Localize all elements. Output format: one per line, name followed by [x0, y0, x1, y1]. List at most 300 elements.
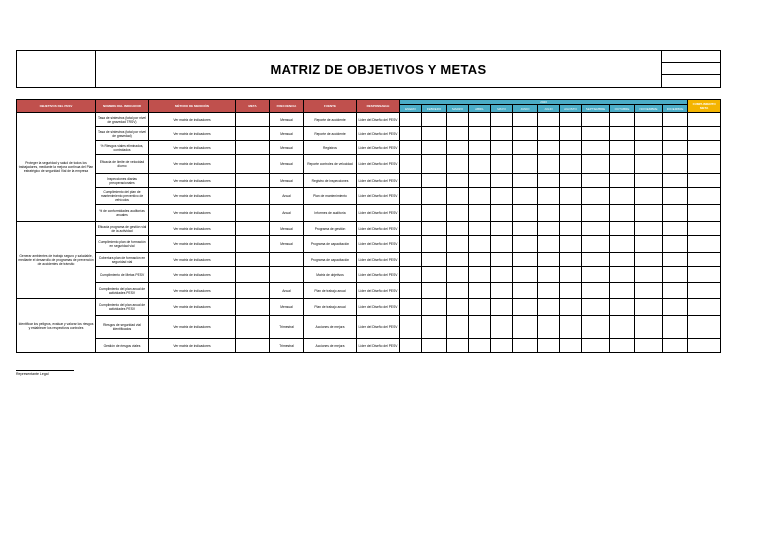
month-cell[interactable]	[422, 222, 447, 236]
cell-metodo: Ver matriz de indicadores	[149, 222, 236, 236]
cell-indicador: Tasa de siniestros (total por nivel de gravedad TRSV)	[96, 113, 149, 127]
month-cell[interactable]	[635, 222, 663, 236]
month-cell[interactable]	[400, 222, 422, 236]
month-cell[interactable]	[513, 253, 538, 267]
cell-indicador: Eficacia de límite de velocidad diurno	[96, 155, 149, 174]
month-cell[interactable]	[538, 188, 560, 205]
month-cell[interactable]	[422, 113, 447, 127]
cell-fuente: Programa de gestión	[304, 222, 357, 236]
month-cell[interactable]	[447, 155, 469, 174]
month-cell[interactable]	[610, 174, 635, 188]
month-cell[interactable]	[469, 205, 491, 222]
month-cell[interactable]	[663, 127, 688, 141]
cell-responsable: Líder del Diseño del PESV	[357, 236, 400, 253]
month-cell[interactable]	[635, 113, 663, 127]
month-cell[interactable]	[538, 236, 560, 253]
month-cell[interactable]	[560, 316, 582, 339]
month-cell[interactable]	[400, 174, 422, 188]
month-cell[interactable]	[400, 155, 422, 174]
month-cell[interactable]	[663, 155, 688, 174]
cell-responsable: Líder del Diseño del PESV	[357, 113, 400, 127]
table-row	[17, 222, 721, 236]
month-cell[interactable]	[538, 267, 560, 283]
month-cell[interactable]	[663, 113, 688, 127]
table-row	[17, 141, 721, 155]
cell-responsable: Líder del Diseño del PESV	[357, 283, 400, 299]
month-cell[interactable]	[663, 267, 688, 283]
table-row	[17, 205, 721, 222]
month-cell[interactable]	[491, 127, 513, 141]
month-cell[interactable]	[560, 113, 582, 127]
month-cell[interactable]	[513, 127, 538, 141]
cell-meta	[236, 188, 270, 205]
month-cell[interactable]	[610, 155, 635, 174]
month-cell[interactable]	[560, 174, 582, 188]
table-row	[17, 188, 721, 205]
cumplimiento-cell[interactable]	[688, 222, 721, 236]
cumplimiento-cell[interactable]	[688, 113, 721, 127]
cumplimiento-cell[interactable]	[688, 205, 721, 222]
month-cell[interactable]	[538, 155, 560, 174]
month-cell[interactable]	[635, 205, 663, 222]
objective-cell: Identificar los peligros, evaluar y valorar los riesgos y establecer los respectivos controles	[17, 299, 96, 353]
month-cell[interactable]	[560, 155, 582, 174]
month-header: NOVIEMBRE	[635, 105, 663, 113]
cell-indicador: Tasa de siniestros (total por nivel de gravedad)	[96, 127, 149, 141]
month-cell[interactable]	[560, 299, 582, 316]
cumplimiento-cell[interactable]	[688, 253, 721, 267]
month-cell[interactable]	[582, 236, 610, 253]
month-cell[interactable]	[635, 267, 663, 283]
month-cell[interactable]	[610, 253, 635, 267]
cell-metodo: Ver matriz de indicadores	[149, 299, 236, 316]
month-cell[interactable]	[447, 283, 469, 299]
cell-fuente: Acciones de mejora	[304, 316, 357, 339]
month-cell[interactable]	[491, 253, 513, 267]
month-cell[interactable]	[538, 253, 560, 267]
month-cell[interactable]	[469, 174, 491, 188]
month-cell[interactable]	[582, 155, 610, 174]
column-header-objetivo: OBJETIVOS DEL PESV	[17, 100, 96, 113]
cell-responsable: Líder del Diseño del PESV	[357, 316, 400, 339]
cumplimiento-cell[interactable]	[688, 174, 721, 188]
month-header: OCTUBRE	[610, 105, 635, 113]
month-cell[interactable]	[469, 222, 491, 236]
cell-responsable: Líder del Diseño del PESV	[357, 339, 400, 353]
month-cell[interactable]	[400, 113, 422, 127]
month-header: JULIO	[538, 105, 560, 113]
table-row	[17, 299, 721, 316]
month-cell[interactable]	[422, 339, 447, 353]
cumplimiento-cell[interactable]	[688, 267, 721, 283]
month-cell[interactable]	[491, 222, 513, 236]
cell-frecuencia: Mensual	[270, 222, 304, 236]
month-cell[interactable]	[469, 339, 491, 353]
month-cell[interactable]	[635, 141, 663, 155]
month-cell[interactable]	[582, 299, 610, 316]
month-cell[interactable]	[491, 155, 513, 174]
month-cell[interactable]	[400, 253, 422, 267]
month-cell[interactable]	[663, 174, 688, 188]
cell-meta	[236, 141, 270, 155]
month-cell[interactable]	[491, 339, 513, 353]
month-cell[interactable]	[538, 141, 560, 155]
cumplimiento-cell[interactable]	[688, 316, 721, 339]
month-cell[interactable]	[538, 316, 560, 339]
cell-meta	[236, 283, 270, 299]
month-cell[interactable]	[635, 299, 663, 316]
month-cell[interactable]	[513, 174, 538, 188]
cumplimiento-cell[interactable]	[688, 236, 721, 253]
cumplimiento-cell[interactable]	[688, 141, 721, 155]
month-cell[interactable]	[560, 222, 582, 236]
month-cell[interactable]	[422, 127, 447, 141]
month-cell[interactable]	[469, 113, 491, 127]
cell-indicador: Riesgos de seguridad vial identificados	[96, 316, 149, 339]
cell-frecuencia	[270, 267, 304, 283]
month-cell[interactable]	[635, 253, 663, 267]
month-cell[interactable]	[447, 222, 469, 236]
cell-metodo: Ver matriz de indicadores	[149, 283, 236, 299]
month-cell[interactable]	[513, 141, 538, 155]
month-header: ABRIL	[469, 105, 491, 113]
month-cell[interactable]	[635, 316, 663, 339]
cell-fuente: Programa de capacitación	[304, 236, 357, 253]
month-cell[interactable]	[560, 205, 582, 222]
month-cell[interactable]	[400, 127, 422, 141]
month-cell[interactable]	[513, 267, 538, 283]
month-cell[interactable]	[447, 113, 469, 127]
month-cell[interactable]	[582, 316, 610, 339]
column-header-responsable: RESPONSABLE	[357, 100, 400, 113]
month-cell[interactable]	[610, 113, 635, 127]
month-cell[interactable]	[422, 205, 447, 222]
month-cell[interactable]	[610, 127, 635, 141]
year-header: 2020	[400, 100, 688, 105]
month-cell[interactable]	[400, 316, 422, 339]
month-header: DICIEMBRE	[663, 105, 688, 113]
cell-indicador: Cumplimiento plan de formación en seguridad vial	[96, 236, 149, 253]
cell-responsable: Líder del Diseño del PESV	[357, 155, 400, 174]
month-cell[interactable]	[610, 316, 635, 339]
month-cell[interactable]	[491, 299, 513, 316]
month-cell[interactable]	[538, 339, 560, 353]
month-cell[interactable]	[582, 222, 610, 236]
month-cell[interactable]	[560, 188, 582, 205]
month-cell[interactable]	[422, 188, 447, 205]
cell-fuente: Matriz de objetivos	[304, 267, 357, 283]
cell-fuente: Registros	[304, 141, 357, 155]
month-cell[interactable]	[663, 222, 688, 236]
table-row	[17, 339, 721, 353]
table-row	[17, 113, 721, 127]
month-cell[interactable]	[469, 141, 491, 155]
column-header-cumplimiento: CUMPLIMIENTO META	[688, 100, 721, 113]
month-cell[interactable]	[663, 188, 688, 205]
month-cell[interactable]	[635, 236, 663, 253]
month-cell[interactable]	[491, 205, 513, 222]
cell-frecuencia: Anual	[270, 188, 304, 205]
month-cell[interactable]	[491, 113, 513, 127]
cell-fuente: Programa de capacitación	[304, 253, 357, 267]
month-cell[interactable]	[635, 127, 663, 141]
month-cell[interactable]	[610, 141, 635, 155]
month-cell[interactable]	[491, 316, 513, 339]
month-cell[interactable]	[582, 283, 610, 299]
cell-fuente: Reporte controles de velocidad	[304, 155, 357, 174]
month-cell[interactable]	[663, 253, 688, 267]
month-cell[interactable]	[513, 155, 538, 174]
month-header: ENERO	[400, 105, 422, 113]
month-cell[interactable]	[663, 283, 688, 299]
month-cell[interactable]	[663, 141, 688, 155]
month-cell[interactable]	[400, 339, 422, 353]
month-cell[interactable]	[422, 267, 447, 283]
month-header: SEPTIEMBRE	[582, 105, 610, 113]
month-cell[interactable]	[560, 253, 582, 267]
month-cell[interactable]	[538, 299, 560, 316]
month-cell[interactable]	[447, 253, 469, 267]
cell-responsable: Líder del Diseño del PESV	[357, 205, 400, 222]
cell-frecuencia: Mensual	[270, 299, 304, 316]
month-cell[interactable]	[582, 141, 610, 155]
month-cell[interactable]	[538, 205, 560, 222]
cell-indicador: Cumplimiento del plan anual de actividades PESV	[96, 283, 149, 299]
cell-meta	[236, 205, 270, 222]
month-cell[interactable]	[635, 188, 663, 205]
month-cell[interactable]	[610, 339, 635, 353]
cumplimiento-cell[interactable]	[688, 339, 721, 353]
cumplimiento-cell[interactable]	[688, 155, 721, 174]
month-cell[interactable]	[469, 127, 491, 141]
month-cell[interactable]	[663, 205, 688, 222]
month-cell[interactable]	[538, 113, 560, 127]
month-cell[interactable]	[491, 283, 513, 299]
cell-frecuencia: Mensual	[270, 155, 304, 174]
month-cell[interactable]	[610, 188, 635, 205]
month-cell[interactable]	[582, 127, 610, 141]
cumplimiento-cell[interactable]	[688, 188, 721, 205]
cell-metodo: Ver matriz de indicadores	[149, 267, 236, 283]
cell-metodo: Ver matriz de indicadores	[149, 236, 236, 253]
month-cell[interactable]	[447, 188, 469, 205]
month-header: MARZO	[447, 105, 469, 113]
month-cell[interactable]	[513, 339, 538, 353]
cell-meta	[236, 299, 270, 316]
month-cell[interactable]	[538, 283, 560, 299]
cell-frecuencia	[270, 253, 304, 267]
month-cell[interactable]	[663, 299, 688, 316]
cell-fuente: Plan de trabajo anual	[304, 299, 357, 316]
month-cell[interactable]	[513, 222, 538, 236]
cell-indicador: Cumplimiento de Metas PESV	[96, 267, 149, 283]
month-cell[interactable]	[663, 316, 688, 339]
cell-meta	[236, 267, 270, 283]
month-cell[interactable]	[422, 316, 447, 339]
cell-metodo: Ver matriz de indicadores	[149, 155, 236, 174]
month-cell[interactable]	[610, 267, 635, 283]
month-cell[interactable]	[400, 236, 422, 253]
month-cell[interactable]	[447, 299, 469, 316]
cell-frecuencia: Trimestral	[270, 339, 304, 353]
month-cell[interactable]	[422, 155, 447, 174]
month-cell[interactable]	[491, 188, 513, 205]
cell-metodo: Ver matriz de indicadores	[149, 205, 236, 222]
month-cell[interactable]	[469, 155, 491, 174]
month-cell[interactable]	[400, 283, 422, 299]
month-cell[interactable]	[582, 188, 610, 205]
month-cell[interactable]	[447, 141, 469, 155]
month-cell[interactable]	[491, 267, 513, 283]
month-cell[interactable]	[560, 283, 582, 299]
column-header-meta: META	[236, 100, 270, 113]
month-cell[interactable]	[422, 299, 447, 316]
cell-fuente: Registro de inspecciones	[304, 174, 357, 188]
cell-frecuencia: Anual	[270, 205, 304, 222]
month-cell[interactable]	[400, 205, 422, 222]
table-row	[17, 316, 721, 339]
column-header-indicador: NOMBRE DEL INDICADOR	[96, 100, 149, 113]
month-cell[interactable]	[582, 253, 610, 267]
month-cell[interactable]	[610, 283, 635, 299]
cell-responsable: Líder del Diseño del PESV	[357, 253, 400, 267]
month-cell[interactable]	[560, 141, 582, 155]
cumplimiento-cell[interactable]	[688, 299, 721, 316]
month-cell[interactable]	[582, 205, 610, 222]
cell-indicador: Eficacia programa de gestión vial de la actividad	[96, 222, 149, 236]
cell-meta	[236, 253, 270, 267]
cell-fuente: Reporte de accidente	[304, 127, 357, 141]
signature-line	[16, 370, 74, 371]
month-cell[interactable]	[635, 283, 663, 299]
month-cell[interactable]	[400, 141, 422, 155]
month-cell[interactable]	[491, 141, 513, 155]
month-cell[interactable]	[513, 205, 538, 222]
column-header-frecuencia: FRECUENCIA	[270, 100, 304, 113]
cell-frecuencia: Trimestral	[270, 316, 304, 339]
month-cell[interactable]	[447, 236, 469, 253]
cumplimiento-cell[interactable]	[688, 127, 721, 141]
month-cell[interactable]	[538, 174, 560, 188]
month-cell[interactable]	[469, 283, 491, 299]
month-cell[interactable]	[582, 174, 610, 188]
month-cell[interactable]	[447, 267, 469, 283]
month-cell[interactable]	[491, 236, 513, 253]
cell-metodo: Ver matriz de indicadores	[149, 113, 236, 127]
month-cell[interactable]	[635, 339, 663, 353]
cumplimiento-cell[interactable]	[688, 283, 721, 299]
month-cell[interactable]	[635, 155, 663, 174]
month-cell[interactable]	[582, 339, 610, 353]
cell-frecuencia: Mensual	[270, 127, 304, 141]
cell-responsable: Líder del Diseño del PESV	[357, 299, 400, 316]
month-cell[interactable]	[447, 316, 469, 339]
month-cell[interactable]	[513, 188, 538, 205]
month-cell[interactable]	[513, 283, 538, 299]
column-header-metodo: MÉTODO DE MEDICIÓN	[149, 100, 236, 113]
month-cell[interactable]	[582, 267, 610, 283]
cell-indicador: Cobertura plan de formación en seguridad vial	[96, 253, 149, 267]
cell-fuente: Plan de trabajo anual	[304, 283, 357, 299]
month-cell[interactable]	[513, 113, 538, 127]
month-cell[interactable]	[635, 174, 663, 188]
month-cell[interactable]	[400, 267, 422, 283]
month-cell[interactable]	[610, 222, 635, 236]
month-cell[interactable]	[513, 316, 538, 339]
month-cell[interactable]	[469, 316, 491, 339]
month-header: MAYO	[491, 105, 513, 113]
cell-meta	[236, 339, 270, 353]
cell-fuente: Informes de auditoría	[304, 205, 357, 222]
month-cell[interactable]	[469, 236, 491, 253]
cell-metodo: Ver matriz de indicadores	[149, 316, 236, 339]
cell-metodo: Ver matriz de indicadores	[149, 253, 236, 267]
month-cell[interactable]	[469, 253, 491, 267]
cell-responsable: Líder del Diseño del PESV	[357, 188, 400, 205]
cell-meta	[236, 155, 270, 174]
month-cell[interactable]	[560, 267, 582, 283]
month-header: FEBRERO	[422, 105, 447, 113]
month-cell[interactable]	[560, 236, 582, 253]
month-cell[interactable]	[422, 174, 447, 188]
month-cell[interactable]	[663, 236, 688, 253]
cell-metodo: Ver matriz de indicadores	[149, 174, 236, 188]
month-cell[interactable]	[469, 299, 491, 316]
page-title: MATRIZ DE OBJETIVOS Y METAS	[270, 61, 487, 77]
month-cell[interactable]	[513, 236, 538, 253]
month-cell[interactable]	[447, 127, 469, 141]
month-cell[interactable]	[610, 205, 635, 222]
month-cell[interactable]	[422, 236, 447, 253]
logo-cell	[16, 50, 96, 88]
month-cell[interactable]	[447, 205, 469, 222]
month-cell[interactable]	[491, 174, 513, 188]
month-cell[interactable]	[469, 267, 491, 283]
month-cell[interactable]	[422, 283, 447, 299]
month-cell[interactable]	[469, 188, 491, 205]
month-header: AGOSTO	[560, 105, 582, 113]
cell-responsable: Líder del Diseño del PESV	[357, 222, 400, 236]
month-cell[interactable]	[400, 299, 422, 316]
month-cell[interactable]	[610, 299, 635, 316]
month-cell[interactable]	[513, 299, 538, 316]
month-cell[interactable]	[560, 127, 582, 141]
month-cell[interactable]	[400, 188, 422, 205]
month-cell[interactable]	[447, 174, 469, 188]
cell-indicador: Inspecciones diarias preoperacionales	[96, 174, 149, 188]
cell-metodo: Ver matriz de indicadores	[149, 127, 236, 141]
month-cell[interactable]	[663, 339, 688, 353]
month-cell[interactable]	[447, 339, 469, 353]
month-cell[interactable]	[582, 113, 610, 127]
month-cell[interactable]	[422, 141, 447, 155]
cell-indicador: Cumplimiento del plan de mantenimiento preventivo de vehículos	[96, 188, 149, 205]
month-cell[interactable]	[538, 127, 560, 141]
table-row	[17, 236, 721, 253]
cell-metodo: Ver matriz de indicadores	[149, 188, 236, 205]
cell-fuente: Reporte de accidente	[304, 113, 357, 127]
cell-meta	[236, 236, 270, 253]
month-cell[interactable]	[538, 222, 560, 236]
month-cell[interactable]	[560, 339, 582, 353]
cell-fuente: Plan de mantenimiento	[304, 188, 357, 205]
table-row	[17, 174, 721, 188]
month-cell[interactable]	[422, 253, 447, 267]
cell-fuente: Acciones de mejora	[304, 339, 357, 353]
cell-meta	[236, 113, 270, 127]
cell-responsable: Líder del Diseño del PESV	[357, 141, 400, 155]
month-cell[interactable]	[610, 236, 635, 253]
